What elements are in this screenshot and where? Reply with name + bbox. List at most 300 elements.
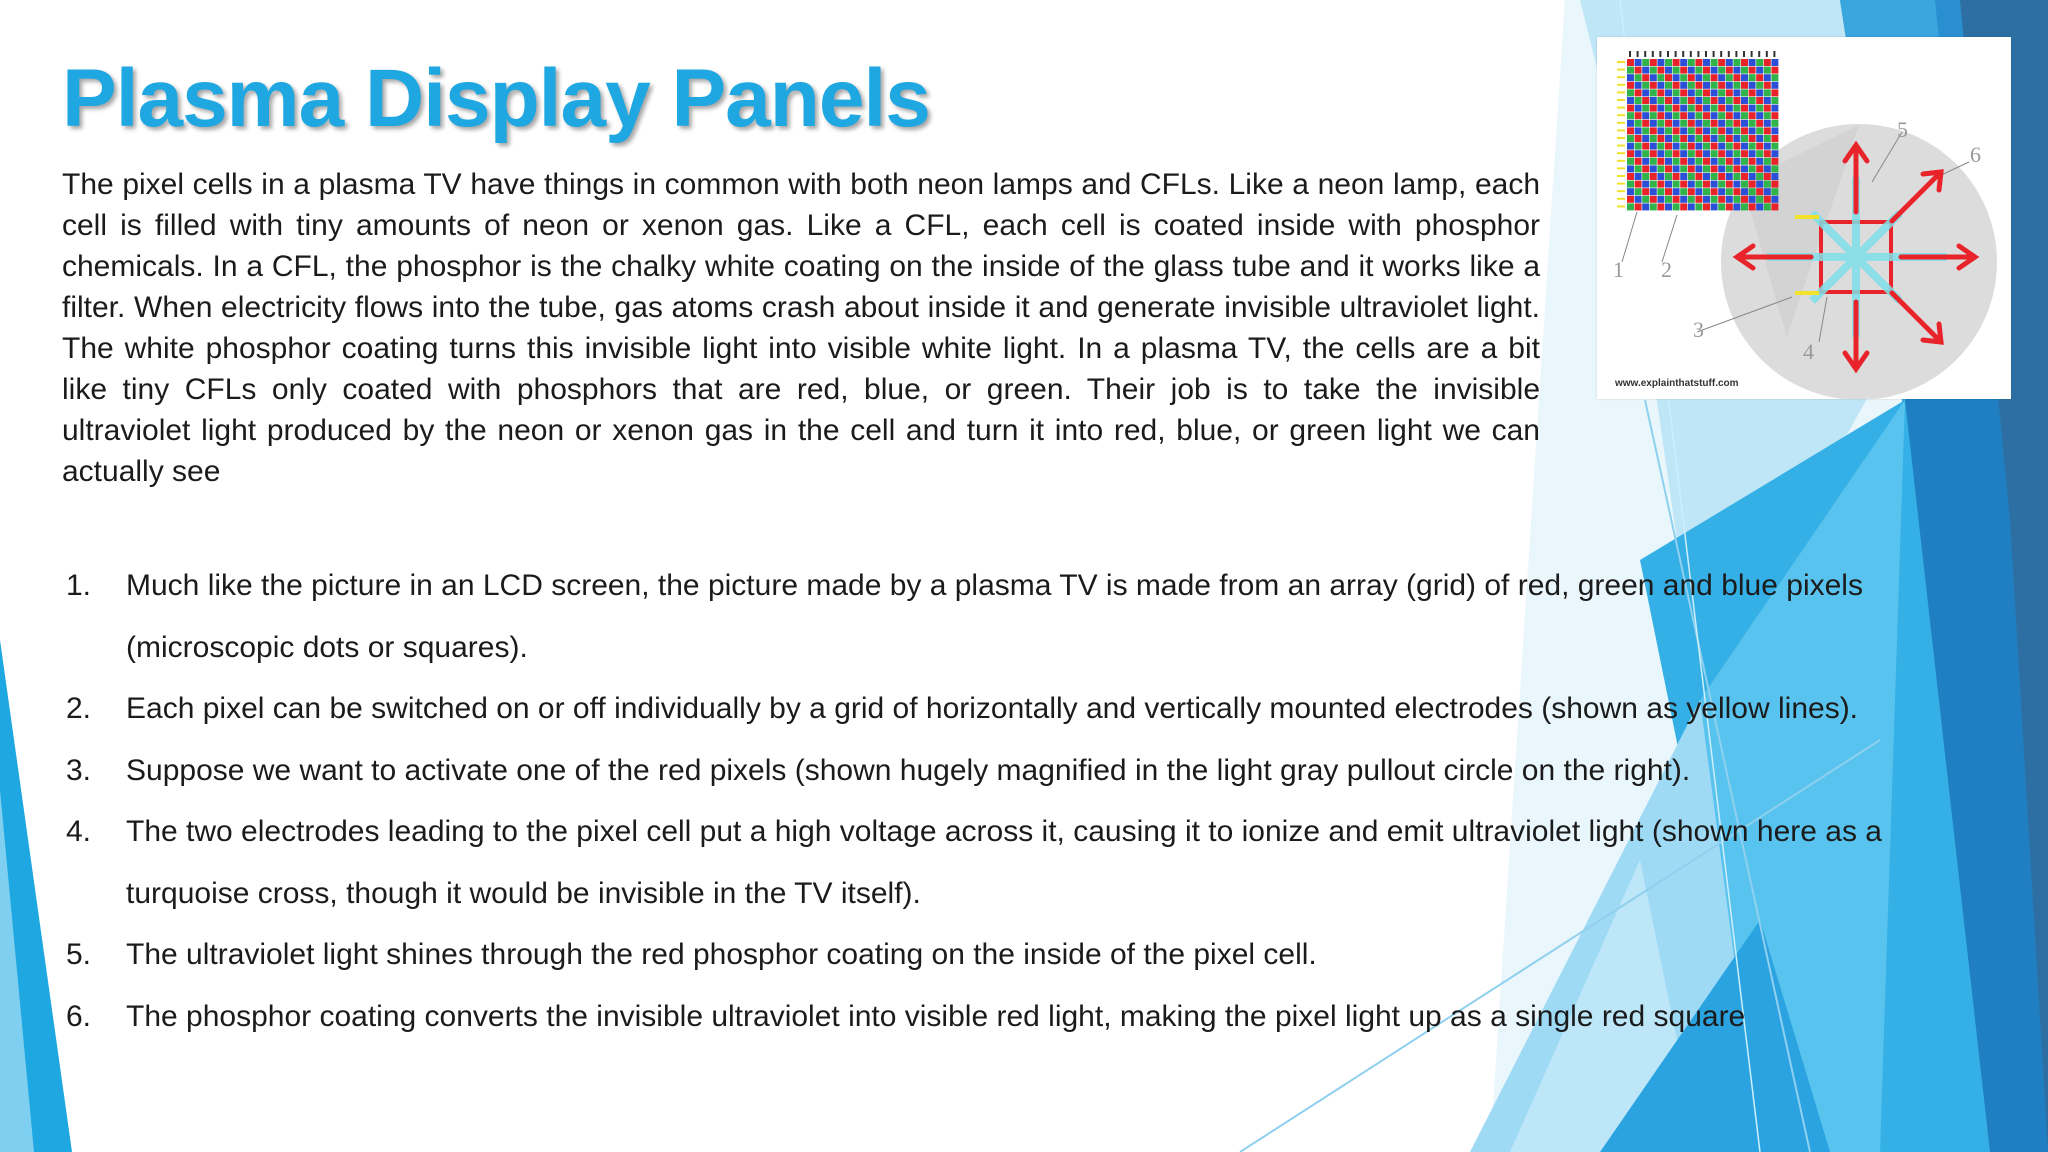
pixel-cell [1695,105,1702,112]
pixel-cell [1627,105,1634,112]
pixel-cell [1688,120,1695,127]
pixel-cell [1680,82,1687,89]
pixel-cell [1642,82,1649,89]
pixel-cell [1635,127,1642,134]
pixel-cell [1741,67,1748,74]
electrode-tick [1617,122,1625,124]
pixel-cell [1711,181,1718,188]
pixel-cell [1711,173,1718,180]
pixel-cell [1718,143,1725,150]
pixel-cell [1635,203,1642,210]
pixel-cell [1733,67,1740,74]
pixel-cell [1627,74,1634,81]
pixel-cell [1771,165,1778,172]
pixel-cell [1726,89,1733,96]
pixel-cell [1635,67,1642,74]
pixel-cell [1635,173,1642,180]
pixel-cell [1657,127,1664,134]
intro-paragraph: The pixel cells in a plasma TV have things in common with both neon lamps and CFLs. Like a neon lamp, each cell is filled with tiny amounts of neon or xenon gas. Like a CFL, each cell is coated inside with phosphor chemicals. In a CFL, the phosphor is the chalky white coating on the inside of the glass tube and it works like a filter. When electricity flows into the tube, gas atoms crash about inside it and generate invisible ultraviolet light. The white phosphor coating turns this invisible light into visible white light. In a plasma TV, the cells are a bit like tiny CFLs only coated with phosphors that are red, blue, or green. Their job is to take the invisible ultraviolet light produced by the neon or xenon gas in the cell and turn it into red, blue, or green light we can actually see [62,168,1540,488]
pixel-cell [1657,196,1664,203]
pixel-cell [1756,127,1763,134]
pixel-cell [1756,59,1763,66]
pixel-cell [1627,158,1634,165]
pixel-cell [1688,165,1695,172]
pixel-cell [1711,188,1718,195]
pixel-cell [1756,143,1763,150]
electrode-tick [1617,198,1625,200]
pixel-cell [1657,74,1664,81]
pixel-cell [1627,82,1634,89]
pixel-cell [1642,188,1649,195]
pixel-cell [1733,82,1740,89]
pixel-cell [1695,188,1702,195]
pixel-cell [1642,165,1649,172]
pixel-cell [1718,135,1725,142]
pixel-cell [1711,203,1718,210]
pixel-cell [1703,112,1710,119]
pixel-cell [1642,97,1649,104]
pixel-cell [1695,196,1702,203]
pixel-cell [1711,158,1718,165]
pixel-cell [1749,127,1756,134]
pixel-cell [1749,89,1756,96]
pixel-cell [1764,181,1771,188]
electrode-tick [1682,51,1684,57]
pixel-cell [1650,74,1657,81]
pixel-cell [1771,112,1778,119]
pixel-cell [1695,89,1702,96]
pixel-cell [1741,82,1748,89]
pixel-cell [1764,135,1771,142]
pixel-cell [1718,165,1725,172]
pixel-cell [1703,127,1710,134]
pixel-cell [1680,173,1687,180]
list-item-text: The ultraviolet light shines through the red phosphor coating on the inside of the pixel cell. [126,938,1317,971]
pixel-cell [1771,181,1778,188]
pixel-cell [1642,135,1649,142]
pixel-cell [1771,89,1778,96]
pixel-cell [1695,158,1702,165]
pixel-cell [1657,59,1664,66]
pixel-cell [1718,196,1725,203]
pixel-cell [1726,188,1733,195]
pixel-cell [1688,203,1695,210]
pixel-cell [1657,203,1664,210]
electrode-tick [1617,91,1625,93]
pixel-cell [1726,181,1733,188]
pixel-cell [1635,143,1642,150]
list-item [62,740,1942,802]
pixel-cell [1673,143,1680,150]
pixel-cell [1741,112,1748,119]
pixel-cell [1665,158,1672,165]
pixel-cell [1749,120,1756,127]
electrode-tick [1720,51,1722,57]
pixel-cell [1688,112,1695,119]
figure-credit: www.explainthatstuff.com [1615,378,1739,389]
pixel-cell [1688,135,1695,142]
steps-list [62,555,1942,1047]
pixel-cell [1688,97,1695,104]
pixel-cell [1665,112,1672,119]
pixel-cell [1673,127,1680,134]
pixel-cell [1665,143,1672,150]
pixel-cell [1665,74,1672,81]
pixel-cell [1771,105,1778,112]
pixel-cell [1680,112,1687,119]
pixel-cell [1657,67,1664,74]
electrode-tick [1617,84,1625,86]
pixel-cell [1741,158,1748,165]
pixel-cell [1665,67,1672,74]
pixel-cell [1673,188,1680,195]
electrode-tick [1617,152,1625,154]
pixel-cell [1665,181,1672,188]
slide-title: Plasma Display Panels [62,53,930,144]
pixel-cell [1726,67,1733,74]
pixel-cell [1764,97,1771,104]
pixel-cell [1642,158,1649,165]
pixel-cell [1733,112,1740,119]
electrode-tick [1713,51,1715,57]
pixel-cell [1771,82,1778,89]
pixel-cell [1627,196,1634,203]
list-item [62,801,1942,924]
pixel-cell [1665,59,1672,66]
pixel-cell [1756,165,1763,172]
pixel-cell [1680,150,1687,157]
electrode-tick [1617,137,1625,139]
pixel-cell [1741,97,1748,104]
pixel-cell [1657,112,1664,119]
plasma-pixel-diagram [1597,37,2011,399]
pixel-cell [1695,74,1702,81]
pixel-cell [1688,82,1695,89]
pixel-cell [1680,165,1687,172]
pixel-cell [1749,165,1756,172]
list-number: 4. [66,815,92,848]
pixel-cell [1718,127,1725,134]
pixel-cell [1673,97,1680,104]
pixel-cell [1688,89,1695,96]
pixel-cell [1756,67,1763,74]
pixel-cell [1718,89,1725,96]
pixel-cell [1688,150,1695,157]
list-number: 5. [66,938,92,971]
electrode-tick [1705,51,1707,57]
pixel-cell [1657,82,1664,89]
pixel-cell [1673,67,1680,74]
pixel-cell [1635,181,1642,188]
pixel-cell [1665,173,1672,180]
pixel-cell [1627,143,1634,150]
pixel-cell [1627,97,1634,104]
pixel-cell [1635,158,1642,165]
pixel-cell [1764,173,1771,180]
pixel-cell [1741,89,1748,96]
pixel-cell [1771,173,1778,180]
pixel-cell [1650,203,1657,210]
pixel-cell [1650,120,1657,127]
pixel-cell [1665,188,1672,195]
pixel-cell [1665,135,1672,142]
pixel-cell [1718,181,1725,188]
pixel-cell [1673,203,1680,210]
figure-label-1: 1 [1613,257,1624,282]
pixel-cell [1673,196,1680,203]
pixel-cell [1771,158,1778,165]
pixel-cell [1650,188,1657,195]
pixel-cell [1718,67,1725,74]
electrode-tick [1735,51,1737,57]
pixel-cell [1703,203,1710,210]
pixel-cell [1703,105,1710,112]
pixel-cell [1764,196,1771,203]
pixel-cell [1635,59,1642,66]
pixel-cell [1650,158,1657,165]
pixel-cell [1711,82,1718,89]
pixel-cell [1665,127,1672,134]
pixel-cell [1756,97,1763,104]
pixel-cell [1680,127,1687,134]
pixel-cell [1650,135,1657,142]
pixel-cell [1733,188,1740,195]
pixel-cell [1665,203,1672,210]
electrode-tick [1637,51,1639,57]
pixel-cell [1741,181,1748,188]
pixel-cell [1726,143,1733,150]
pixel-cell [1756,150,1763,157]
list-item-text: The two electrodes leading to the pixel cell put a high voltage across it, causing it to ionize and emit ultraviolet light (shown here as a turquoise cross, though it would be invisible in the TV itself). [126,815,1882,910]
pixel-cell [1650,173,1657,180]
pixel-cell [1718,112,1725,119]
pixel-cell [1673,82,1680,89]
pixel-cell [1635,89,1642,96]
pixel-cell [1733,127,1740,134]
pixel-cell [1718,74,1725,81]
pixel-cell [1711,97,1718,104]
pixel-cell [1749,112,1756,119]
pixel-cell [1635,196,1642,203]
pixel-cell [1703,82,1710,89]
list-item-text: The phosphor coating converts the invisible ultraviolet into visible red light, making the pixel light up as a single red square [126,999,1746,1033]
pixel-cell [1733,97,1740,104]
list-item [62,678,1942,740]
pixel-cell [1703,196,1710,203]
pixel-cell [1771,97,1778,104]
pixel-cell [1711,196,1718,203]
electrode-tick [1617,205,1625,207]
pixel-cell [1756,89,1763,96]
pixel-cell [1695,127,1702,134]
pixel-cell [1703,97,1710,104]
pixel-cell [1749,196,1756,203]
pixel-cell [1673,74,1680,81]
pixel-cell [1642,127,1649,134]
pixel-cell [1680,67,1687,74]
pixel-cell [1771,188,1778,195]
pixel-cell [1673,59,1680,66]
pixel-cell [1741,105,1748,112]
pixel-cell [1726,120,1733,127]
pixel-cell [1749,135,1756,142]
pixel-cell [1749,150,1756,157]
electrode-tick [1617,183,1625,185]
pixel-cell [1718,105,1725,112]
pixel-cell [1688,158,1695,165]
pixel-cell [1627,127,1634,134]
pixel-cell [1741,188,1748,195]
pixel-cell [1650,143,1657,150]
pixel-cell [1718,120,1725,127]
pixel-cell [1711,89,1718,96]
pixel-cell [1756,74,1763,81]
pixel-cell [1703,173,1710,180]
pixel-cell [1711,143,1718,150]
pixel-cell [1665,89,1672,96]
pixel-cell [1703,120,1710,127]
list-number: 6. [66,999,92,1033]
pixel-cell [1764,112,1771,119]
pixel-cell [1688,127,1695,134]
pixel-cell [1741,150,1748,157]
pixel-cell [1711,150,1718,157]
electrode-tick [1758,51,1760,57]
pixel-cell [1756,203,1763,210]
pixel-cell [1680,59,1687,66]
electrode-tick [1617,107,1625,109]
pixel-cell [1764,188,1771,195]
pixel-cell [1771,120,1778,127]
pixel-cell [1657,120,1664,127]
pixel-cell [1749,143,1756,150]
pixel-cell [1688,188,1695,195]
pixel-cell [1627,112,1634,119]
pixel-cell [1695,120,1702,127]
pixel-cell [1749,105,1756,112]
electrode-tick [1617,114,1625,116]
pixel-cell [1741,143,1748,150]
pixel-cell [1733,173,1740,180]
electrode-tick [1617,129,1625,131]
pixel-cell [1673,165,1680,172]
pixel-cell [1642,181,1649,188]
pixel-cell [1771,59,1778,66]
pixel-cell [1695,67,1702,74]
pixel-cell [1749,59,1756,66]
pixel-cell [1673,112,1680,119]
pixel-cell [1771,67,1778,74]
pixel-cell [1650,196,1657,203]
pixel-cell [1703,135,1710,142]
pixel-cell [1688,173,1695,180]
pixel-cell [1657,181,1664,188]
pixel-cell [1673,105,1680,112]
electrode-tick [1652,51,1654,57]
pixel-cell [1642,67,1649,74]
pixel-cell [1764,165,1771,172]
pixel-cell [1733,143,1740,150]
list-item [62,986,1942,1048]
electrode-tick [1667,51,1669,57]
pixel-cell [1703,188,1710,195]
pixel-cell [1642,143,1649,150]
pixel-cell [1680,188,1687,195]
pixel-cell [1771,143,1778,150]
pixel-cell [1673,135,1680,142]
pixel-cell [1711,112,1718,119]
pixel-cell [1726,112,1733,119]
list-item-text: Each pixel can be switched on or off individually by a grid of horizontally and vertically mounted electrodes (shown as yellow lines). [126,692,1859,725]
pixel-cell [1764,82,1771,89]
pixel-cell [1733,181,1740,188]
pixel-cell [1771,196,1778,203]
pixel-cell [1764,67,1771,74]
pixel-cell [1711,165,1718,172]
pixel-cell [1703,158,1710,165]
pixel-cell [1665,165,1672,172]
pixel-cell [1771,135,1778,142]
pixel-cell [1764,203,1771,210]
pixel-cell [1711,135,1718,142]
pixel-cell [1635,82,1642,89]
pixel-cell [1657,158,1664,165]
pixel-cell [1726,150,1733,157]
pixel-cell [1642,203,1649,210]
electrode-tick [1690,51,1692,57]
pixel-cell [1635,97,1642,104]
pixel-cell [1749,188,1756,195]
pixel-cell [1718,97,1725,104]
pixel-cell [1711,67,1718,74]
pixel-cell [1733,120,1740,127]
pixel-cell [1657,89,1664,96]
pixel-cell [1741,59,1748,66]
pixel-cell [1642,150,1649,157]
pixel-cell [1635,105,1642,112]
pixel-cell [1741,173,1748,180]
pixel-cell [1627,135,1634,142]
pixel-cell [1627,120,1634,127]
pixel-cell [1695,165,1702,172]
pixel-cell [1749,82,1756,89]
pixel-cell [1756,82,1763,89]
pixel-cell [1741,74,1748,81]
pixel-cell [1627,89,1634,96]
pixel-cell [1650,89,1657,96]
pixel-cell [1635,150,1642,157]
pixel-cell [1733,158,1740,165]
pixel-cell [1680,89,1687,96]
pixel-cell [1627,203,1634,210]
pixel-cell [1703,150,1710,157]
pixel-cell [1650,67,1657,74]
figure-label-4: 4 [1803,339,1814,364]
pixel-cell [1642,105,1649,112]
pixel-cell [1657,188,1664,195]
pixel-cell [1726,105,1733,112]
electrode-tick [1617,175,1625,177]
pixel-cell [1703,181,1710,188]
pixel-cell [1642,120,1649,127]
electrode-tick [1743,51,1745,57]
figure-label-6: 6 [1970,142,1981,167]
pixel-cell [1749,158,1756,165]
pixel-cell [1711,59,1718,66]
pixel-cell [1673,158,1680,165]
pixel-cell [1657,165,1664,172]
pixel-cell [1771,127,1778,134]
